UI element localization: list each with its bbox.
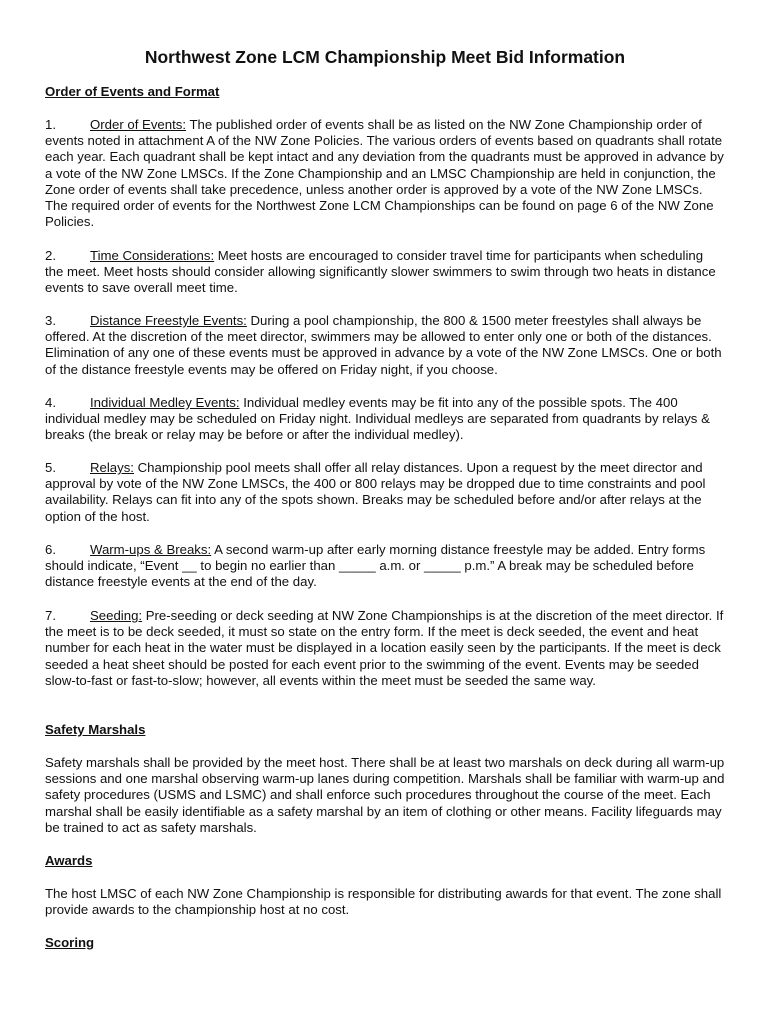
item-text: The published order of events shall be as listed on the NW Zone Championship order of events noted in attachment A of the NW Zone Policies. The various orders of events based on quadrants shall rotate each year. Each quadrant shall be kept intact and any deviation from the quadrants must be approved in advance by a vote of the NW Zone LMSCs. If the Zone Championship and an LMSC Championship are held in conjunction, the Zone order of events shall take precedence, unless another order is approved by a vote of the NW Zone LMSCs. The required order of events for the Northwest Zone LCM Championships can be found on page 6 of the NW Zone Policies. (45, 117, 724, 230)
section-heading-order-of-events: Order of Events and Format (45, 84, 220, 99)
item-relays (45, 460, 725, 525)
item-number: 7. (45, 608, 56, 623)
section-heading-safety-marshals: Safety Marshals (45, 722, 146, 737)
item-text: Pre-seeding or deck seeding at NW Zone Championships is at the discretion of the meet director. If the meet is to be deck seeded, it must so state on the entry form. If the meet is deck seeded, the event and heat number for each heat in the water must be displayed in a location easily seen by the participants. If the meet is deck seeded a heat sheet should be posted for each event prior to the swimming of the event. Events may be seeded slow-to-fast or fast-to-slow; however, all events within the meet must be seeded the same way. (45, 608, 724, 688)
awards-text: The host LMSC of each NW Zone Championship is responsible for distributing awards for that event. The zone shall provide awards to the championship host at no cost. (45, 886, 722, 918)
item-seeding (45, 608, 725, 689)
item-label: Time Considerations: (90, 248, 215, 263)
item-text: During a pool championship, the 800 & 1500 meter freestyles shall always be offered. At the discretion of the meet director, swimmers may be allowed to enter only one or both of the distances. Elimination of any one of these events must be approved in advance by a vote of the NW Zone LMSCs. One or both of the distance freestyle events may be offered on Friday night, if you choose. (45, 313, 722, 377)
item-label: Distance Freestyle Events: (90, 313, 247, 328)
item-text: A second warm-up after early morning distance freestyle may be added. Entry forms should indicate, “Event __ to begin no earlier than _____ a.m. or _____ p.m.” A break may be scheduled before distance freestyle events at the end of the day. (45, 542, 706, 590)
document-title: Northwest Zone LCM Championship Meet Bid Information (144, 47, 626, 67)
item-label: Order of Events: (90, 117, 187, 132)
item-number: 6. (45, 542, 56, 557)
item-order-of-events (45, 117, 725, 230)
item-number: 4. (45, 395, 56, 410)
item-label: Warm-ups & Breaks: (90, 542, 212, 557)
item-label: Seeding: (90, 608, 143, 623)
item-label: Individual Medley Events: (90, 395, 240, 410)
item-number: 5. (45, 460, 56, 475)
item-distance-freestyle-events (45, 313, 725, 378)
item-label: Relays: (90, 460, 134, 475)
item-text: Meet hosts are encouraged to consider travel time for participants when scheduling the meet. Meet hosts should consider allowing significantly slower swimmers to swim through two heats in distance events to save overall meet time. (45, 248, 716, 296)
item-number: 3. (45, 313, 56, 328)
item-text: Individual medley events may be fit into any of the possible spots. The 400 individual medley may be scheduled on Friday night. Individual medleys are separated from quadrants by relays & breaks (the break or relay may be before or after the individual medley). (45, 395, 710, 443)
item-warm-ups-breaks (45, 542, 725, 591)
item-number: 1. (45, 117, 56, 132)
item-individual-medley-events (45, 395, 725, 444)
item-time-considerations (45, 248, 725, 297)
section-heading-awards: Awards (45, 853, 93, 868)
safety-marshals-text: Safety marshals shall be provided by the meet host. There shall be at least two marshals on deck during all warm-up sessions and one marshal observing warm-up lanes during competition. Marshals shall be familiar with warm-up and safety procedures (USMS and LSMC) and shall enforce such procedures throughout the course of the meet. Each marshal shall be easily identifiable as a safety marshal by an item of clothing or other means. Facility lifeguards may be trained to act as safety marshals. (45, 755, 725, 835)
item-number: 2. (45, 248, 56, 263)
section-heading-scoring: Scoring (45, 935, 95, 950)
item-text: Championship pool meets shall offer all relay distances. Upon a request by the meet director and approval by vote of the NW Zone LMSCs, the 400 or 800 relays may be dropped due to time constraints and pool availability. Relays can fit into any of the spots shown. Breaks may be scheduled before and/or after relays at the option of the host. (45, 460, 706, 524)
